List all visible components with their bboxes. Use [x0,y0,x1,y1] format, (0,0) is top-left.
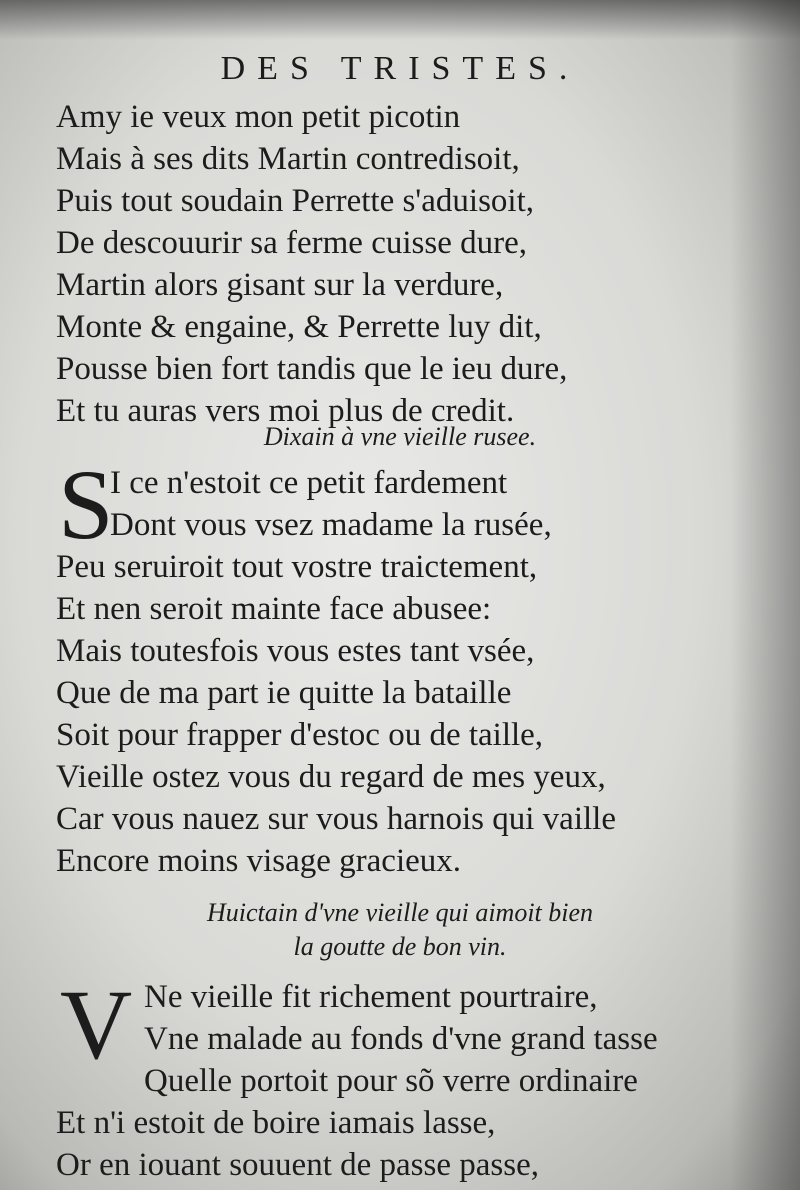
huictain-stanza [56,969,756,1186]
verse-line: Car vous nauez sur vous harnois qui vaille [56,801,616,837]
verse-line: Soit pour frapper d'estoc ou de taille, [56,717,544,753]
verse-line: Vne malade au fonds d'vne grand tasse [144,1021,658,1057]
dixain-stanza [56,462,756,882]
dixain-heading-block [150,420,650,454]
dixain-heading: Dixain à vne vieille rusee. [263,422,537,451]
verse-line: Pousse bien fort tandis que le ieu dure, [56,351,568,387]
verse-line: Puis tout soudain Perrette s'aduisoit, [56,183,535,219]
huictain-heading-block [120,896,680,964]
verse-line: Quelle portoit pour sõ verre ordinaire [144,1063,638,1099]
verse-line: Martin alors gisant sur la verdure, [56,267,504,303]
verse-line: Encore moins visage gracieux. [56,843,462,879]
verse-line: Mais toutesfois vous estes tant vsée, [56,633,535,669]
verse-line: Vieille ostez vous du regard de mes yeux, [56,759,606,795]
verse-line: Amy ie veux mon petit picotin [56,99,461,135]
verse-line: Et tu auras vers moi plus de credit. [56,393,515,429]
huictain-heading-line-2: la goutte de bon vin. [293,932,507,961]
verse-line: Mais à ses dits Martin contredisoit, [56,141,520,177]
verse-line: Monte & engaine, & Perrette luy dit, [56,309,542,345]
huictain-heading-line-1: Huictain d'vne vieille qui aimoit bien [206,898,594,927]
verse-line: Dont vous vsez madame la rusée, [110,507,552,543]
dixain-dropcap: S [58,449,114,560]
huictain-dropcap: V [60,969,133,1080]
verse-line: Or en iouant souuent de passe passe, [56,1147,539,1183]
verse-line: I ce n'estoit ce petit fardement [110,465,508,501]
verse-line: Et nen seroit mainte face abusee: [56,591,492,627]
verse-line: De descouurir sa ferme cuisse dure, [56,225,527,261]
verse-line: Peu seruiroit tout vostre traictement, [56,549,538,585]
stanza-1 [56,96,756,432]
verse-line: Ne vieille fit richement pourtraire, [144,979,598,1015]
verse-line: Et n'i estoit de boire iamais lasse, [56,1105,496,1141]
verse-line: Que de ma part ie quitte la bataille [56,675,512,711]
page-top-shadow [0,0,800,40]
running-head: DES TRISTES. [220,50,580,87]
